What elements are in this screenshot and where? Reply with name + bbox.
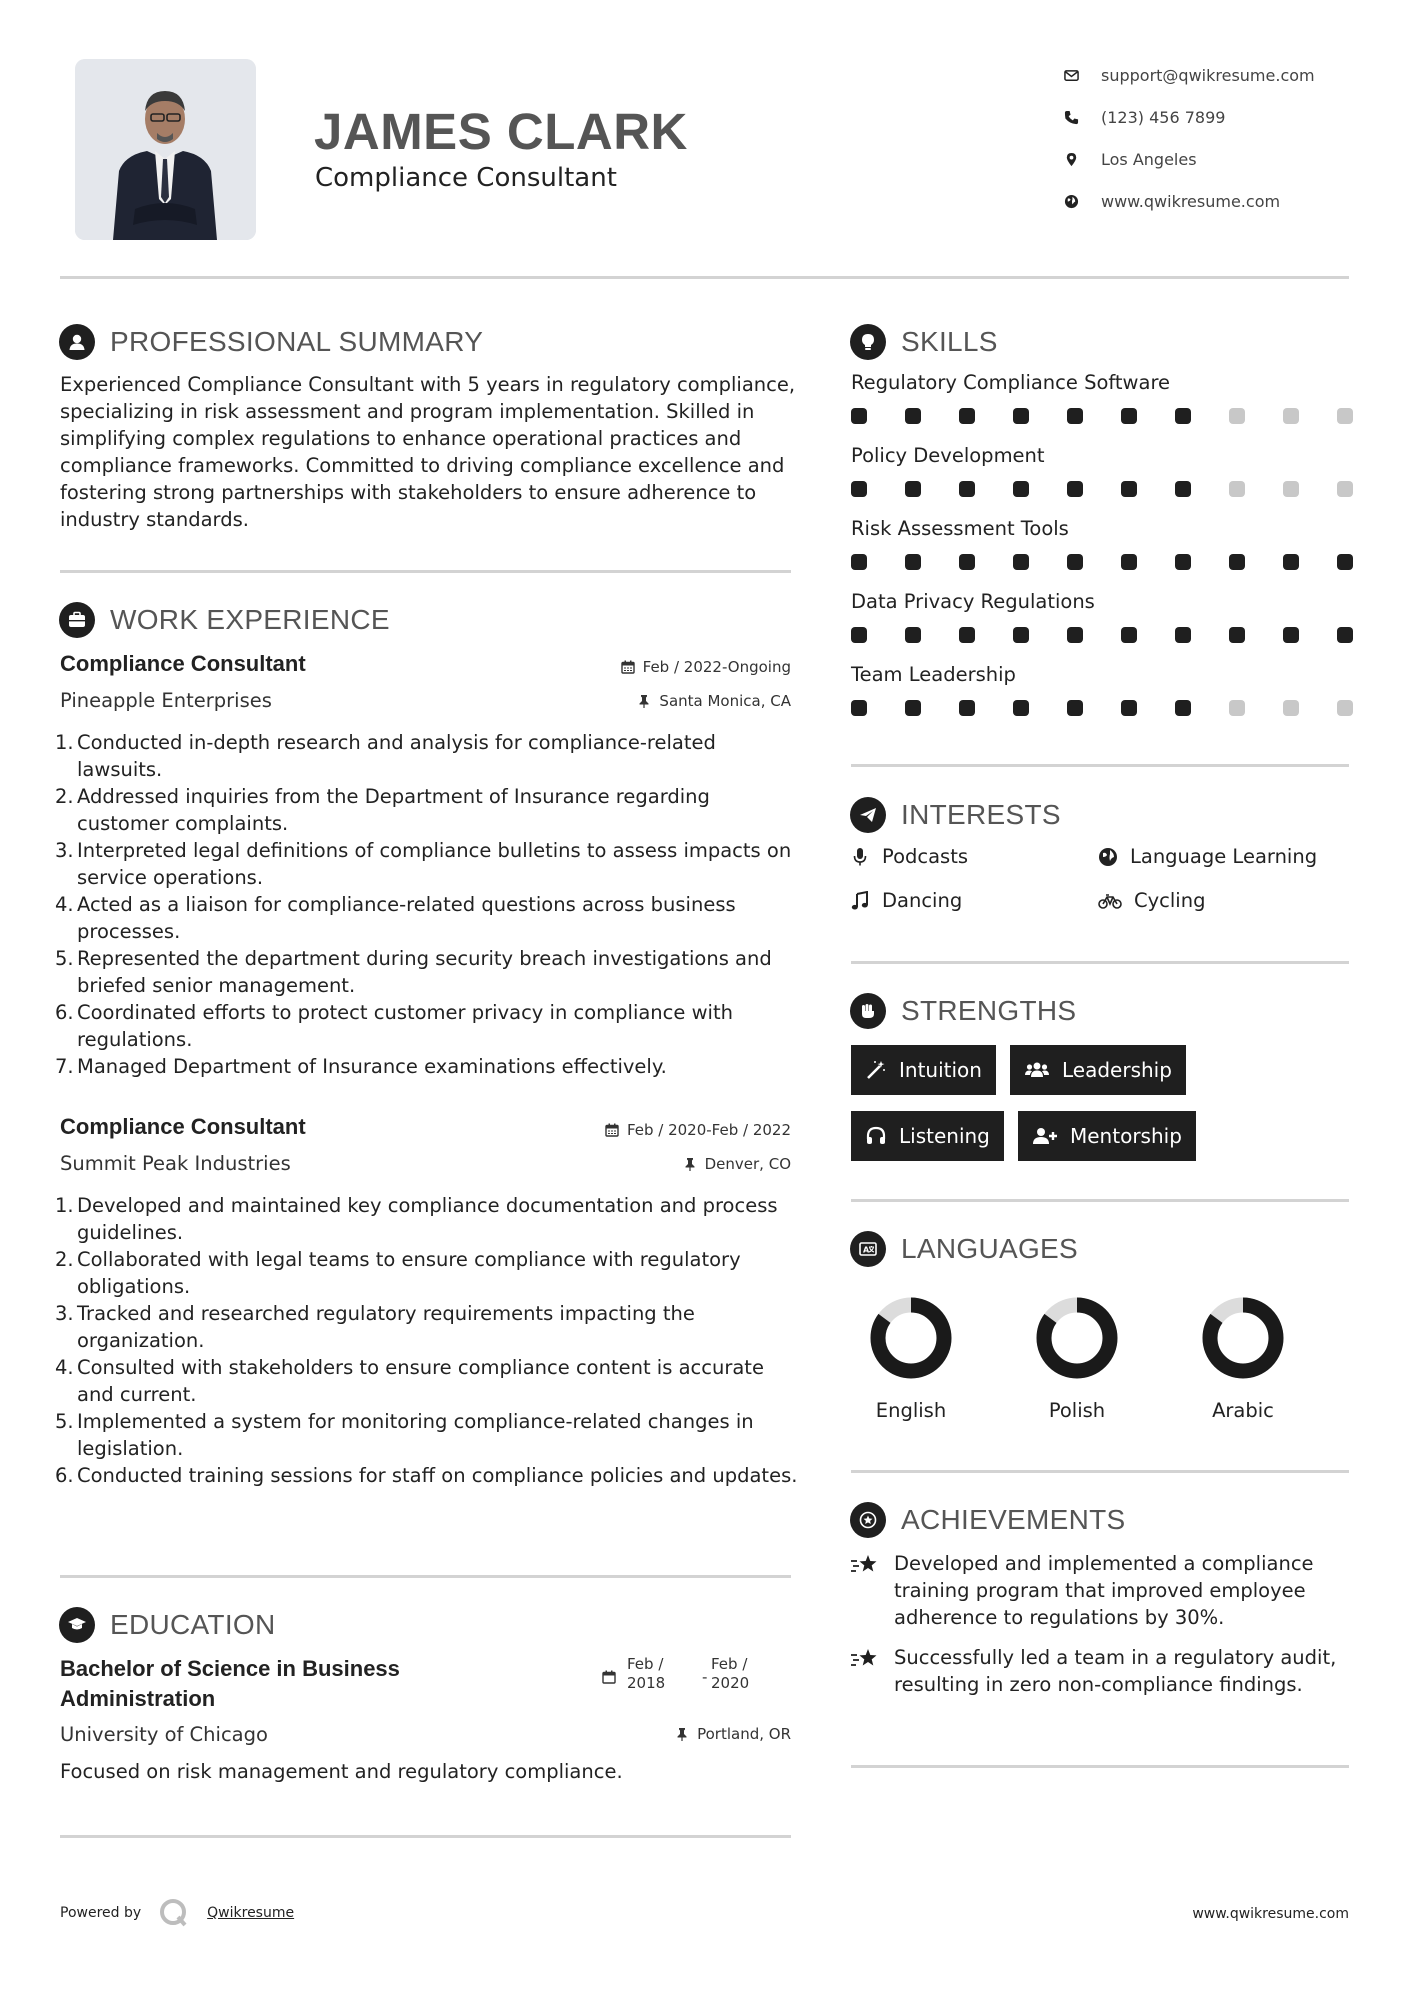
rating-dot-filled [1121, 627, 1137, 643]
contact-website-text: www.qwikresume.com [1101, 191, 1281, 211]
contact-phone[interactable] [1063, 96, 1363, 138]
bullet-item: Tracked and researched regulatory requirements impacting the organization. [77, 1302, 695, 1352]
rating-dot-filled [1067, 408, 1083, 424]
interests-divider [851, 961, 1349, 964]
achievement-item [850, 1644, 1350, 1698]
svg-text:A: A [863, 1245, 870, 1255]
language-name: Arabic [1212, 1399, 1274, 1422]
rating-dot-filled [851, 481, 867, 497]
language-icon [850, 1231, 886, 1267]
languages-divider [851, 1470, 1349, 1473]
rating-dot-empty [1229, 408, 1245, 424]
rating-dot-filled [1121, 408, 1137, 424]
work-divider [60, 1575, 791, 1578]
calendar-icon [602, 1670, 616, 1684]
language-item [1183, 1295, 1303, 1422]
strengths-divider [851, 1199, 1349, 1202]
rating-dot-empty [1337, 700, 1353, 716]
achievements-heading [850, 1502, 1126, 1538]
degree-title: Bachelor of Science in Business Administration [60, 1656, 400, 1711]
rating-dot-filled [1175, 700, 1191, 716]
skill-rating [851, 481, 1353, 497]
rating-dot-filled [1175, 481, 1191, 497]
qwikresume-link[interactable]: Qwikresume [207, 1905, 295, 1921]
skill-rating [851, 554, 1353, 570]
briefcase-icon [59, 602, 95, 638]
rating-dot-filled [1067, 627, 1083, 643]
rating-dot-empty [1337, 481, 1353, 497]
language-proficiency-donut [868, 1295, 954, 1381]
bullet-item: Represented the department during security breach investigations and briefed senior management. [77, 947, 772, 997]
job-title: Compliance Consultant [60, 1114, 306, 1139]
rating-dot-filled [905, 700, 921, 716]
globe-icon [1063, 193, 1079, 209]
work-heading-text: WORK EXPERIENCE [110, 604, 390, 635]
rating-dot-filled [1283, 554, 1299, 570]
rating-dot-filled [1121, 700, 1137, 716]
job-bullets [59, 1192, 799, 1489]
bicycle-icon [1098, 891, 1122, 911]
interest-label: Cycling [1134, 889, 1206, 912]
rating-dot-filled [851, 554, 867, 570]
rating-dot-filled [959, 627, 975, 643]
job-location [637, 692, 791, 710]
user-icon [59, 324, 95, 360]
languages-heading [850, 1231, 1078, 1267]
job-bullets [59, 729, 799, 1080]
skills-divider [851, 764, 1349, 767]
work-heading [59, 602, 390, 638]
education-heading [59, 1607, 276, 1643]
rating-dot-filled [959, 554, 975, 570]
footer-powered-by [60, 1896, 294, 1930]
contact-location [1063, 138, 1363, 180]
fist-icon [850, 993, 886, 1029]
rating-dot-filled [851, 627, 867, 643]
bullet-item: Addressed inquiries from the Department of Insurance regarding customer complaints. [77, 785, 710, 835]
language-name: English [875, 1399, 947, 1422]
rating-dot-filled [1067, 700, 1083, 716]
magic-wand-icon [865, 1059, 887, 1081]
skill-name: Regulatory Compliance Software [851, 371, 1171, 394]
strength-chip [1018, 1111, 1196, 1161]
education-start-text: Feb / 2018 [627, 1655, 666, 1692]
rating-dot-empty [1337, 408, 1353, 424]
summary-text: Experienced Compliance Consultant with 5 years in regulatory compliance, specializing in risk assessment and program implementation. Skilled in simplifying complex regulations to enhance operational practices and compliance frameworks. Committed to driving compliance excellence and fostering strong partnerships with stakeholders to ensure adherence to industry standards. [60, 373, 796, 531]
powered-by-text: Powered by [60, 1905, 142, 1921]
achievements-heading-text: ACHIEVEMENTS [901, 1504, 1126, 1535]
calendar-icon [621, 660, 635, 674]
skill-name: Policy Development [851, 444, 1045, 467]
candidate-title: Compliance Consultant [315, 163, 617, 193]
job-company: Summit Peak Industries [60, 1152, 291, 1175]
rating-dot-empty [1283, 700, 1299, 716]
skill-name: Data Privacy Regulations [851, 590, 1095, 613]
bullet-item: Acted as a liaison for compliance-related questions across business processes. [77, 893, 736, 943]
skills-heading [850, 324, 998, 360]
rating-dot-filled [1013, 627, 1029, 643]
job-dates [605, 1121, 791, 1139]
shooting-star-icon [850, 1646, 880, 1672]
bullet-item: Consulted with stakeholders to ensure compliance content is accurate and current. [77, 1356, 764, 1406]
skill-rating [851, 408, 1353, 424]
contact-email-text: support@qwikresume.com [1101, 65, 1315, 85]
rating-dot-filled [1283, 627, 1299, 643]
bullet-item: Conducted training sessions for staff on compliance policies and updates. [77, 1464, 798, 1487]
contact-list [1063, 54, 1363, 222]
language-proficiency-donut [1034, 1295, 1120, 1381]
achievement-item [850, 1550, 1350, 1631]
strength-chip [1010, 1045, 1186, 1095]
strengths-heading-text: STRENGTHS [901, 995, 1077, 1026]
graduate-icon [59, 1607, 95, 1643]
interest-label: Podcasts [882, 845, 969, 868]
interest-label: Dancing [882, 889, 963, 912]
language-item [851, 1295, 971, 1422]
summary-heading [59, 324, 483, 360]
rating-dot-filled [1067, 481, 1083, 497]
rating-dot-filled [1013, 481, 1029, 497]
phone-icon [1063, 109, 1079, 125]
bullet-item: Coordinated efforts to protect customer privacy in compliance with regulations. [77, 1001, 733, 1051]
skill-name: Team Leadership [851, 663, 1016, 686]
contact-website[interactable] [1063, 180, 1363, 222]
interest-item [850, 889, 962, 912]
headphones-icon [865, 1125, 887, 1147]
calendar-icon [605, 1123, 619, 1137]
music-note-icon [850, 891, 870, 911]
rating-dot-filled [1067, 554, 1083, 570]
strength-label: Leadership [1062, 1058, 1172, 1082]
rating-dot-filled [905, 481, 921, 497]
education-start-date [602, 1670, 624, 1684]
job-location-text: Denver, CO [704, 1155, 791, 1173]
strength-label: Intuition [899, 1058, 982, 1082]
candidate-name: JAMES CLARK [314, 103, 688, 160]
skill-rating [851, 700, 1353, 716]
job-dates-text: Feb / 2022-Ongoing [642, 658, 791, 676]
bullet-item: Managed Department of Insurance examinations effectively. [77, 1055, 667, 1078]
skills-heading-text: SKILLS [901, 326, 998, 357]
strength-chip [851, 1111, 1004, 1161]
job-location-text: Santa Monica, CA [659, 692, 791, 710]
rating-dot-filled [1229, 554, 1245, 570]
pushpin-icon [675, 1727, 689, 1741]
achievements-divider [851, 1765, 1349, 1768]
header-divider [60, 276, 1349, 279]
rating-dot-filled [1175, 627, 1191, 643]
job-dates [621, 658, 791, 676]
shooting-star-icon [850, 1552, 880, 1578]
language-proficiency-donut [1200, 1295, 1286, 1381]
bullet-item: Interpreted legal definitions of compliance bulletins to assess impacts on service operations. [77, 839, 792, 889]
interest-item [1098, 889, 1205, 912]
rating-dot-filled [1175, 408, 1191, 424]
language-name: Polish [1048, 1399, 1106, 1422]
rating-dot-filled [905, 627, 921, 643]
education-heading-text: EDUCATION [110, 1609, 276, 1640]
rating-dot-filled [1175, 554, 1191, 570]
strength-label: Mentorship [1070, 1124, 1182, 1148]
skill-name: Risk Assessment Tools [851, 517, 1069, 540]
rating-dot-filled [905, 554, 921, 570]
rating-dot-filled [851, 700, 867, 716]
rating-dot-filled [905, 408, 921, 424]
strengths-heading [850, 993, 1076, 1029]
bullet-item: Implemented a system for monitoring compliance-related changes in legislation. [77, 1410, 754, 1460]
rating-dot-filled [1337, 627, 1353, 643]
rating-dot-filled [1013, 554, 1029, 570]
qwikresume-logo-icon [157, 1896, 191, 1930]
rating-dot-filled [1013, 700, 1029, 716]
pushpin-icon [683, 1157, 697, 1171]
summary-divider [60, 570, 791, 573]
contact-email[interactable] [1063, 54, 1363, 96]
rating-dot-filled [1013, 408, 1029, 424]
bullet-item: Developed and maintained key compliance documentation and process guidelines. [77, 1194, 778, 1244]
bullet-item: Conducted in-depth research and analysis for compliance-related lawsuits. [77, 731, 716, 781]
interest-item [850, 845, 968, 868]
education-divider [60, 1835, 791, 1838]
rating-dot-filled [959, 408, 975, 424]
achievement-text: Successfully led a team in a regulatory audit, resulting in zero non-compliance findings. [894, 1646, 1337, 1696]
rating-dot-filled [959, 700, 975, 716]
education-end-text: Feb / 2020 [711, 1655, 750, 1692]
school-name: University of Chicago [60, 1723, 268, 1746]
interest-label: Language Learning [1130, 845, 1318, 868]
paper-plane-icon [850, 797, 886, 833]
date-separator: - [702, 1668, 708, 1686]
envelope-icon [1063, 67, 1079, 83]
interest-item [1098, 845, 1317, 868]
rating-dot-empty [1229, 481, 1245, 497]
languages-heading-text: LANGUAGES [901, 1233, 1078, 1264]
job-location [683, 1155, 791, 1173]
rating-dot-filled [959, 481, 975, 497]
rating-dot-filled [1337, 554, 1353, 570]
footer-site-link[interactable]: www.qwikresume.com [1192, 1906, 1349, 1922]
education-location [675, 1725, 791, 1743]
contact-phone-text: (123) 456 7899 [1101, 107, 1226, 127]
bullet-item: Collaborated with legal teams to ensure compliance with regulatory obligations. [77, 1248, 741, 1298]
globe-icon [1098, 847, 1118, 867]
rating-dot-empty [1229, 700, 1245, 716]
user-plus-icon [1032, 1125, 1058, 1147]
profile-photo [75, 59, 256, 240]
location-pin-icon [1063, 151, 1079, 167]
strength-chip [851, 1045, 996, 1095]
job-dates-text: Feb / 2020-Feb / 2022 [626, 1121, 791, 1139]
education-location-text: Portland, OR [697, 1725, 791, 1743]
interests-heading [850, 797, 1061, 833]
summary-heading-text: PROFESSIONAL SUMMARY [110, 326, 484, 357]
skill-rating [851, 627, 1353, 643]
rating-dot-filled [1121, 554, 1137, 570]
lightbulb-icon [850, 324, 886, 360]
rating-dot-filled [1229, 627, 1245, 643]
users-icon [1024, 1059, 1050, 1081]
rating-dot-filled [851, 408, 867, 424]
pushpin-icon [637, 694, 651, 708]
rating-dot-empty [1283, 481, 1299, 497]
achievement-text: Developed and implemented a compliance training program that improved employee adherence to regulations by 30%. [894, 1552, 1314, 1629]
job-title: Compliance Consultant [60, 651, 306, 676]
contact-location-text: Los Angeles [1101, 149, 1197, 169]
star-badge-icon [850, 1502, 886, 1538]
education-description: Focused on risk management and regulatory compliance. [60, 1760, 623, 1783]
rating-dot-filled [1121, 481, 1137, 497]
rating-dot-empty [1283, 408, 1299, 424]
job-company: Pineapple Enterprises [60, 689, 272, 712]
interests-heading-text: INTERESTS [901, 799, 1061, 830]
strength-label: Listening [899, 1124, 990, 1148]
microphone-icon [850, 847, 870, 867]
language-item [1017, 1295, 1137, 1422]
